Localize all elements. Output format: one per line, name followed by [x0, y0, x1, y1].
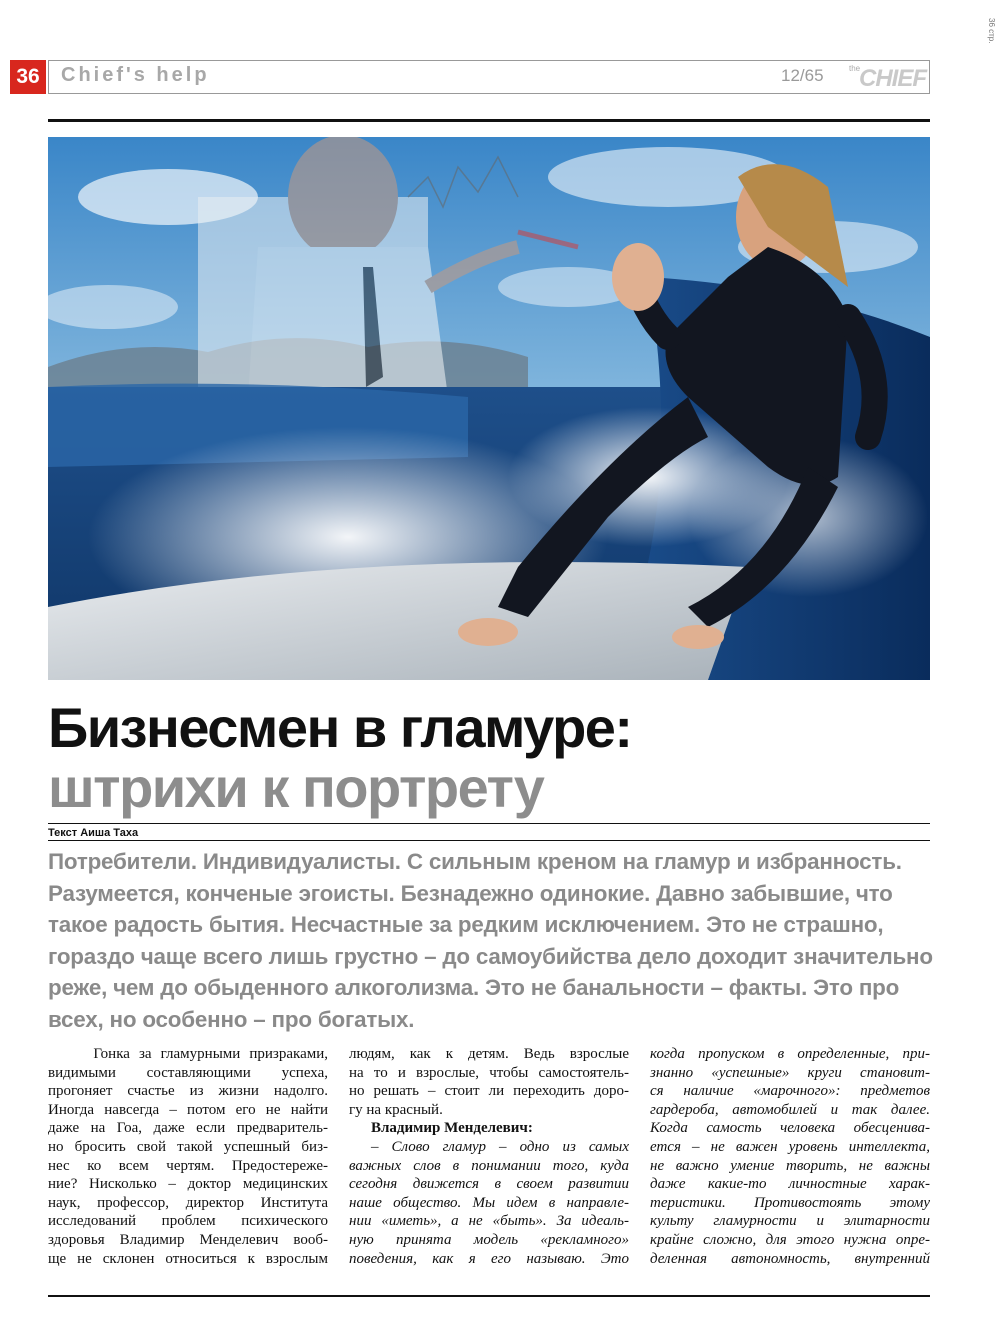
body-line: не важно умение творить, не важны: [650, 1157, 930, 1174]
lead-line: реже, чем до обыденного алкоголизма. Это не банальности – факты. Это про: [48, 975, 900, 1001]
body-line: наше общество. Мы идем в направле-: [349, 1194, 629, 1211]
body-line: деленная автономность, внутренний: [650, 1250, 930, 1267]
section-title: Chief's help: [61, 64, 210, 86]
body-line: Когда самость человека обесценива-: [650, 1120, 930, 1137]
body-line: сегодня движется в своем развитии: [349, 1176, 629, 1193]
byline-rule-top: [48, 823, 930, 824]
body-line: видимыми составляющими успеха,: [48, 1064, 328, 1081]
headline-line-1: Бизнесмен в гламуре:: [48, 696, 632, 759]
body-line: исследований проблем психического: [48, 1213, 328, 1230]
body-line: Иногда навсегда – потом его не найти: [48, 1101, 328, 1118]
body-line: даже на Гоа, даже если предваритель-: [48, 1120, 328, 1137]
byline: Текст Аиша Таха: [48, 827, 139, 839]
bottom-divider: [48, 1295, 930, 1297]
speaker-name: Владимир Менделевич:: [371, 1120, 533, 1137]
body-line: на то и взрослые, чтобы самостоятель-: [349, 1064, 629, 1081]
page-number: 36: [10, 60, 46, 94]
body-line: нес ко всем чертям. Предостереже-: [48, 1157, 328, 1174]
logo-prefix: the: [849, 64, 861, 73]
article-headline: [48, 698, 930, 818]
body-line: знанно «успешные» круги становит-: [650, 1064, 930, 1081]
body-line: но решать – стоит ли переходить доро-: [349, 1083, 629, 1100]
top-divider: [48, 119, 930, 122]
lead-line: всех, но особенно – про богатых.: [48, 1006, 415, 1032]
body-line: ние? Нисколько – доктор медицинских: [48, 1176, 328, 1193]
byline-rule-bottom: [48, 840, 930, 841]
body-column-1: [48, 1045, 328, 1268]
body-line: ще не склонен относиться к взрослым: [48, 1250, 328, 1267]
header-bar: [48, 60, 930, 94]
lead-line: Потребители. Индивидуалисты. С сильным креном на гламур и избранность.: [48, 849, 902, 874]
logo-wordmark: CHIEF: [859, 65, 926, 92]
lead-line: Разумеется, конченые эгоисты. Безнадежно одинокие. Давно забывшие, что: [48, 880, 893, 906]
body-line: крайне сложно, для этого нужна опре-: [650, 1231, 930, 1248]
body-line: ную принята модель «рекламного»: [349, 1231, 629, 1248]
lead-paragraph: [48, 846, 938, 1036]
body-line: теристики. Противостоять этому: [650, 1194, 930, 1211]
body-line: Гонка за гламурными призраками,: [48, 1046, 328, 1062]
page-header: [10, 60, 930, 94]
body-line: но бросить свой такой успешный биз-: [48, 1138, 328, 1155]
body-column-2: [349, 1045, 629, 1268]
page-side-tag: 36 стр.: [987, 18, 996, 44]
lead-line: гораздо чаще всего лишь грустно – до самоубийства дело доходит значительно: [48, 943, 933, 969]
body-line: важных слов в понимании того, куда: [349, 1157, 629, 1174]
lead-line: такое радость бытия. Несчастные за редким исключением. Это не страшно,: [48, 912, 884, 938]
body-line: когда пропуском в определенные, при-: [650, 1046, 930, 1062]
body-line: наук, профессор, директор Института: [48, 1194, 328, 1211]
body-column-3: [650, 1045, 930, 1268]
body-line: – Слово гламур – одно из самых: [371, 1138, 629, 1155]
body-line: нии «иметь», а не «быть». За идеаль-: [349, 1213, 629, 1230]
chief-logo: [849, 64, 925, 90]
body-line: гу на красный.: [349, 1101, 443, 1118]
body-line: культу гламурности и элитарности: [650, 1213, 930, 1230]
body-line: прогоняет счастье из жизни надолго.: [48, 1083, 328, 1100]
issue-number: 12/65: [781, 66, 824, 85]
body-line: людям, как к детям. Ведь взрослые: [349, 1046, 629, 1062]
hero-photo: [48, 137, 930, 680]
body-line: даже какие-то личностные харак-: [650, 1176, 930, 1193]
body-line: здоровья Владимир Менделевич вооб-: [48, 1231, 328, 1248]
body-line: поведения, как я его называю. Это: [349, 1250, 629, 1267]
body-line: ется – не важен уровень интеллекта,: [650, 1138, 930, 1155]
body-line: гардероба, автомобилей и так далее.: [650, 1101, 930, 1118]
headline-line-2: штрихи к портрету: [48, 756, 544, 819]
body-line: ся наличие «марочного»: предметов: [650, 1083, 930, 1100]
